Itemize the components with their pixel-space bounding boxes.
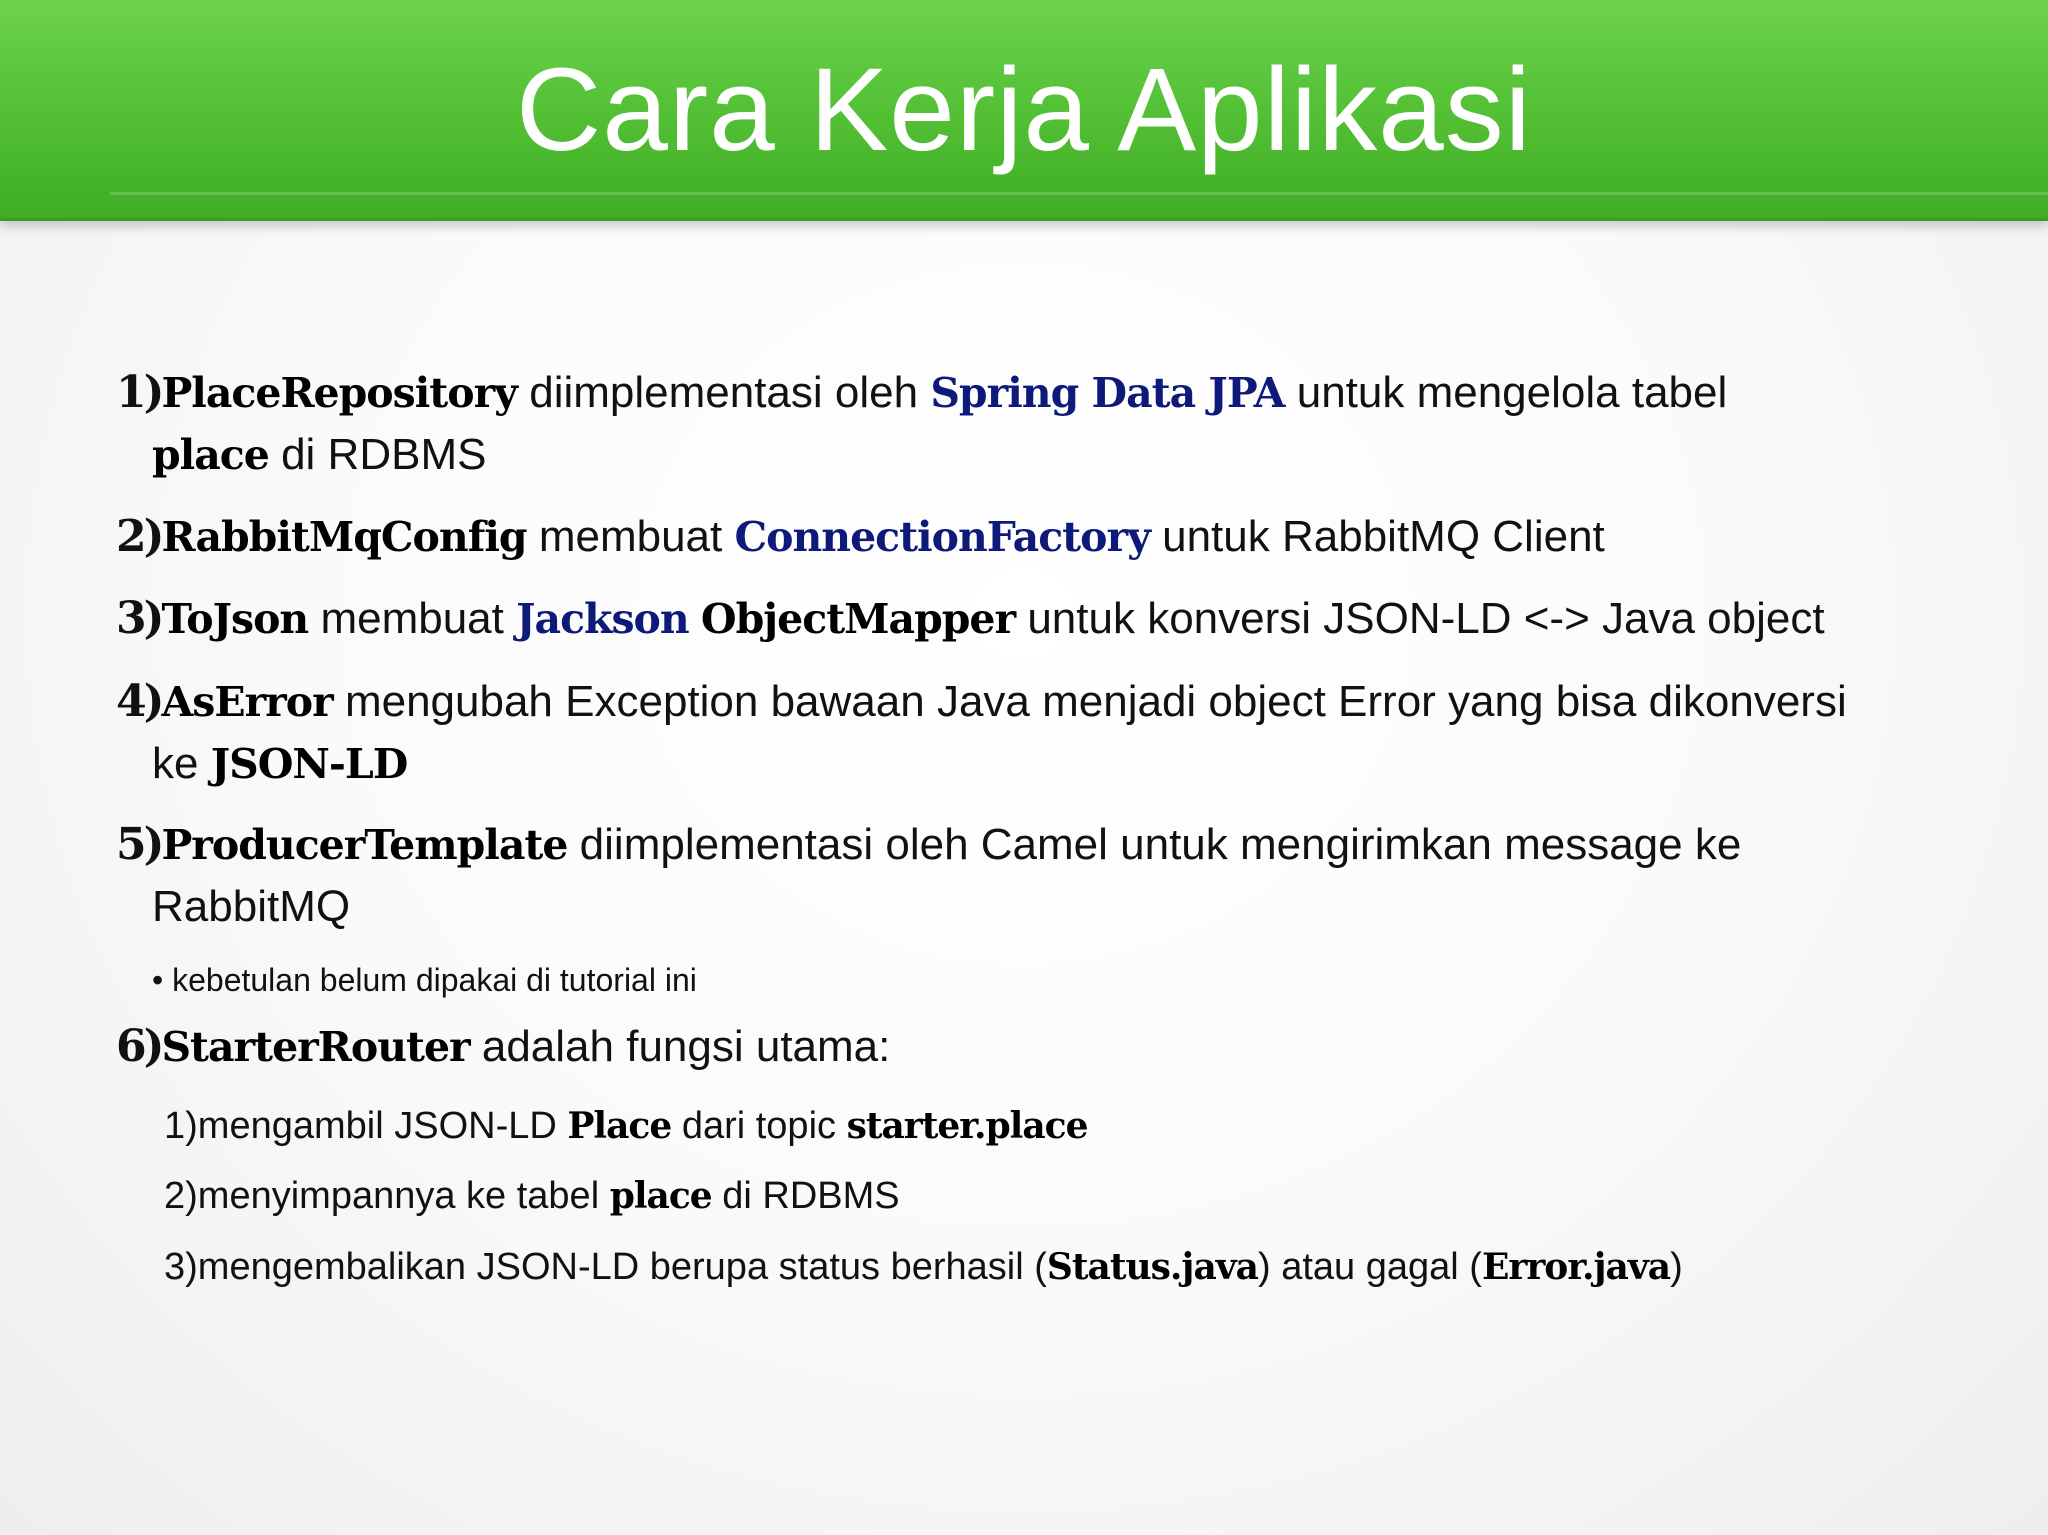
step-text: ) bbox=[1670, 1246, 1683, 1288]
item-number: 1) bbox=[116, 367, 162, 418]
step-text: dari topic bbox=[671, 1105, 847, 1147]
item-number: 2) bbox=[116, 511, 162, 562]
step-text: ) atau gagal ( bbox=[1258, 1246, 1482, 1288]
item-number: 5) bbox=[116, 819, 162, 870]
item-keyword: AsError bbox=[161, 678, 333, 726]
step-text: menyimpannya ke tabel bbox=[197, 1175, 610, 1217]
sub-bullet bbox=[152, 958, 697, 1002]
item-keyword: place bbox=[152, 431, 269, 479]
sub-bullet-text: kebetulan belum dipakai di tutorial ini bbox=[172, 962, 697, 998]
item-text: adalah fungsi utama: bbox=[469, 1022, 891, 1071]
item-number: 4) bbox=[116, 676, 162, 727]
item-continuation bbox=[116, 424, 1976, 486]
item-keyword-blue: Jackson bbox=[516, 595, 689, 643]
item-continuation bbox=[116, 876, 1976, 938]
list-item-6 bbox=[116, 1016, 1976, 1078]
item-text: untuk konversi JSON-LD <-> Java object bbox=[1015, 594, 1825, 643]
item-number: 6) bbox=[116, 1021, 162, 1072]
slide-title: Cara Kerja Aplikasi bbox=[516, 44, 1532, 176]
item-keyword: StarterRouter bbox=[161, 1023, 470, 1071]
item-text: RabbitMQ bbox=[152, 882, 351, 931]
list-item-4 bbox=[116, 671, 1976, 795]
item-text bbox=[689, 594, 701, 643]
step-text: mengambil JSON-LD bbox=[197, 1105, 568, 1147]
item-text: untuk mengelola tabel bbox=[1284, 368, 1728, 417]
title-divider bbox=[110, 192, 2048, 195]
item-continuation bbox=[116, 733, 1976, 795]
step-keyword: starter.place bbox=[846, 1105, 1088, 1147]
item-text: diimplementasi oleh bbox=[517, 368, 931, 417]
item-keyword: ToJson bbox=[161, 595, 309, 643]
sub-step-2 bbox=[164, 1168, 900, 1224]
step-text: mengembalikan JSON-LD berupa status berhasil ( bbox=[197, 1246, 1047, 1288]
sub-step-1 bbox=[164, 1098, 1088, 1154]
item-keyword-blue: ConnectionFactory bbox=[734, 513, 1150, 561]
item-text: membuat bbox=[526, 512, 735, 561]
item-text: membuat bbox=[308, 594, 517, 643]
step-keyword: place bbox=[609, 1175, 712, 1217]
step-text: di RDBMS bbox=[711, 1175, 900, 1217]
step-number: 1) bbox=[164, 1105, 198, 1147]
list-item-1 bbox=[116, 362, 1976, 486]
item-keyword-blue: Spring Data JPA bbox=[930, 369, 1285, 417]
step-keyword: Error.java bbox=[1481, 1246, 1671, 1288]
item-number: 3) bbox=[116, 593, 162, 644]
bullet-icon: • bbox=[152, 962, 164, 998]
title-bar bbox=[0, 0, 2048, 221]
list-item-2 bbox=[116, 506, 1976, 568]
step-number: 3) bbox=[164, 1246, 198, 1288]
item-keyword: JSON-LD bbox=[210, 740, 408, 788]
item-text: untuk RabbitMQ Client bbox=[1149, 512, 1605, 561]
item-text: diimplementasi oleh Camel untuk mengirimkan message ke bbox=[567, 820, 1742, 869]
item-text: di RDBMS bbox=[268, 430, 487, 479]
item-keyword: ProducerTemplate bbox=[161, 821, 568, 869]
item-text: mengubah Exception bawaan Java menjadi object Error yang bisa dikonversi bbox=[332, 677, 1847, 726]
item-keyword: RabbitMqConfig bbox=[161, 513, 527, 561]
step-keyword: Place bbox=[567, 1105, 672, 1147]
step-keyword: Status.java bbox=[1046, 1246, 1259, 1288]
item-keyword: ObjectMapper bbox=[700, 595, 1016, 643]
step-number: 2) bbox=[164, 1175, 198, 1217]
list-item-3 bbox=[116, 588, 1976, 650]
item-text: ke bbox=[152, 739, 211, 788]
list-item-5 bbox=[116, 814, 1976, 938]
item-keyword: PlaceRepository bbox=[161, 369, 517, 417]
sub-step-3 bbox=[164, 1239, 1683, 1295]
